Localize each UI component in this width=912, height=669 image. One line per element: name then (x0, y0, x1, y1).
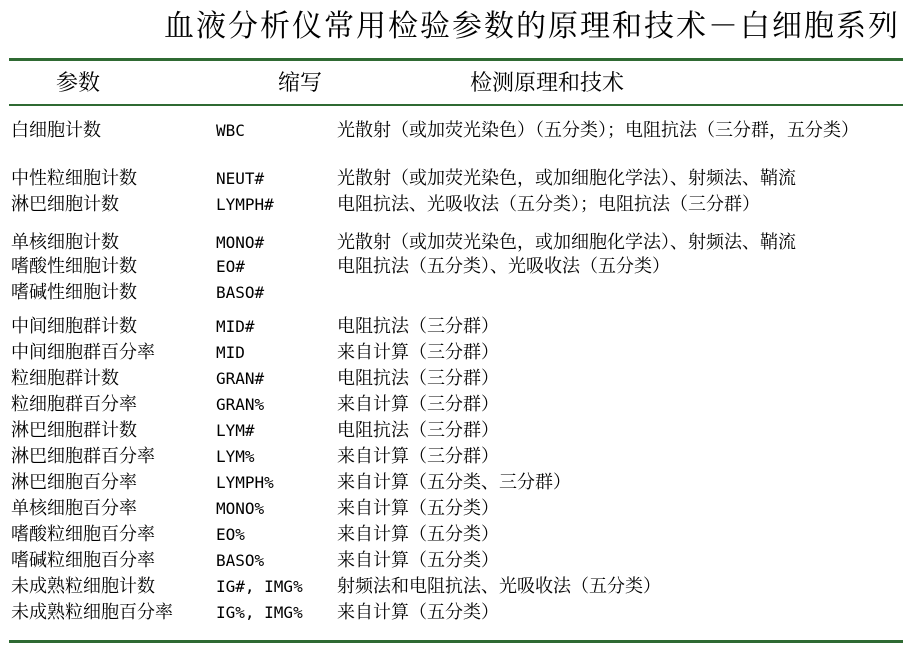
parameter-abbreviation: WBC (216, 121, 245, 140)
parameter-name: 中间细胞群百分率 (11, 342, 155, 363)
parameter-name: 单核细胞百分率 (11, 498, 137, 519)
page-title: 血液分析仪常用检验参数的原理和技术－白细胞系列 (164, 9, 900, 44)
detection-method: 来自计算（五分类） (337, 550, 499, 571)
parameter-abbreviation: IG%, IMG% (216, 603, 303, 622)
detection-method: 来自计算（五分类） (337, 524, 499, 545)
detection-method: 电阻抗法、光吸收法（五分类）；电阻抗法（三分群） (337, 194, 760, 215)
parameter-name: 嗜碱性细胞计数 (11, 282, 137, 303)
parameter-abbreviation: LYMPH# (216, 195, 274, 214)
parameter-name: 淋巴细胞群计数 (11, 420, 137, 441)
parameter-abbreviation: NEUT# (216, 169, 265, 188)
parameter-abbreviation: BASO% (216, 551, 265, 570)
column-header-method: 检测原理和技术 (470, 71, 625, 96)
parameter-name: 淋巴细胞群百分率 (11, 446, 155, 467)
top-rule (9, 58, 903, 61)
detection-method: 电阻抗法（三分群） (337, 368, 499, 389)
parameter-abbreviation: GRAN# (216, 369, 265, 388)
detection-method: 光散射（或加荧光染色，或加细胞化学法）、射频法、鞘流 (337, 232, 796, 253)
detection-method: 电阻抗法（五分类）、光吸收法（五分类） (337, 256, 670, 277)
parameter-abbreviation: MONO# (216, 233, 265, 252)
detection-method: 来自计算（五分类、三分群） (337, 472, 571, 493)
column-header-abbr: 缩写 (278, 71, 323, 96)
detection-method: 电阻抗法（三分群） (337, 420, 499, 441)
parameter-name: 粒细胞群计数 (11, 368, 119, 389)
detection-method: 来自计算（五分类） (337, 498, 499, 519)
parameter-abbreviation: GRAN% (216, 395, 265, 414)
parameter-name: 淋巴细胞百分率 (11, 472, 137, 493)
detection-method: 来自计算（三分群） (337, 446, 499, 467)
parameter-name: 嗜碱粒细胞百分率 (11, 550, 155, 571)
parameter-abbreviation: BASO# (216, 283, 265, 302)
detection-method: 光散射（或加荧光染色，或加细胞化学法）、射频法、鞘流 (337, 168, 796, 189)
detection-method: 来自计算（三分群） (337, 394, 499, 415)
parameter-name: 淋巴细胞计数 (11, 194, 119, 215)
parameter-abbreviation: LYM% (216, 447, 255, 466)
parameter-name: 白细胞计数 (11, 120, 101, 141)
parameter-name: 单核细胞计数 (11, 232, 119, 253)
column-header-param: 参数 (56, 71, 101, 96)
bottom-rule (9, 640, 903, 643)
parameter-abbreviation: MID (216, 343, 245, 362)
parameter-abbreviation: MID# (216, 317, 255, 336)
parameter-abbreviation: MONO% (216, 499, 265, 518)
detection-method: 来自计算（三分群） (337, 342, 499, 363)
detection-method: 射频法和电阻抗法、光吸收法（五分类） (337, 576, 661, 597)
parameter-name: 嗜酸性细胞计数 (11, 256, 137, 277)
parameter-name: 粒细胞群百分率 (11, 394, 137, 415)
parameter-name: 未成熟粒细胞计数 (11, 576, 155, 597)
parameter-abbreviation: LYMPH% (216, 473, 274, 492)
parameter-abbreviation: EO# (216, 257, 245, 276)
detection-method: 来自计算（五分类） (337, 602, 499, 623)
parameter-name: 未成熟粒细胞百分率 (11, 602, 173, 623)
parameter-abbreviation: LYM# (216, 421, 255, 440)
parameter-abbreviation: IG#, IMG% (216, 577, 303, 596)
header-rule (9, 104, 903, 106)
parameter-name: 中间细胞群计数 (11, 316, 137, 337)
parameter-name: 嗜酸粒细胞百分率 (11, 524, 155, 545)
detection-method: 光散射（或加荧光染色）（五分类）；电阻抗法（三分群，五分类） (337, 120, 859, 141)
parameter-name: 中性粒细胞计数 (11, 168, 137, 189)
detection-method: 电阻抗法（三分群） (337, 316, 499, 337)
parameter-abbreviation: EO% (216, 525, 245, 544)
